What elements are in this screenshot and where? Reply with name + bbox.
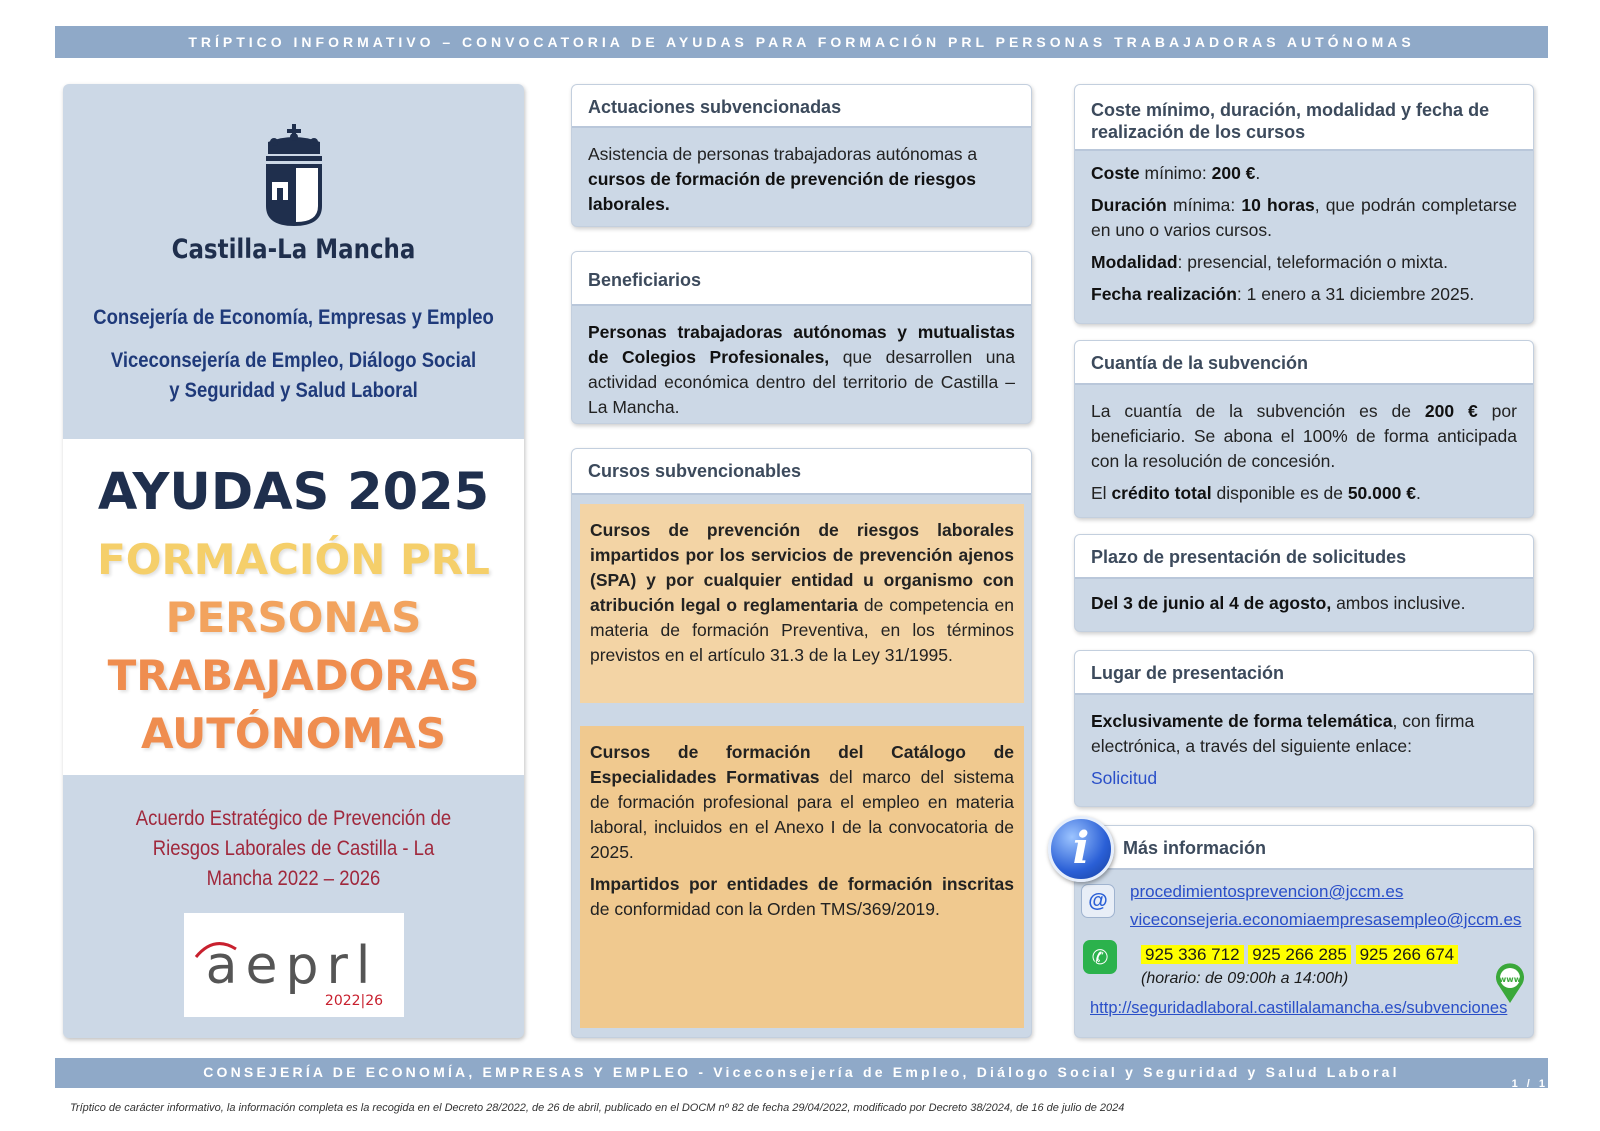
card-heading: Más información	[1075, 826, 1533, 870]
title-ayudas: AYUDAS 2025	[97, 463, 490, 522]
card-mas-info	[1074, 825, 1534, 1038]
card-plazo: Plazo de presentación de solicitudes Del 3 de junio al 4 de agosto, ambos inclusive.	[1074, 534, 1534, 632]
svg-text:www: www	[1498, 975, 1522, 984]
title-trabajadoras: TRABAJADORAS	[107, 651, 480, 700]
consejeria-name: Consejería de Economía, Empresas y Empleo	[93, 306, 494, 329]
aeprl-wordmark: aeprl	[205, 936, 379, 996]
modalidad-row: Modalidad: presencial, teleformación o mixta.	[1091, 252, 1448, 272]
email-viceconsejeria-link[interactable]: viceconsejeria.economiaempresasempleo@jccm.es	[1130, 910, 1522, 929]
curso-block-catalogo: Cursos de formación del Catálogo de Especialidades Formativas del marco del sistema de formación profesional para el empleo en materia laboral, incluidos en el Anexo I de la convocatoria de 2025. Impartidos por entidades de formación inscritas de conformidad con la Orden TMS/369/2019.	[580, 726, 1024, 1028]
footnote: Tríptico de carácter informativo, la información completa es la recogida en el Decreto 28/2022, de 26 de abril, publicado en el DOCM nº 82 de fecha 29/04/2022, modificado por Decreto 38/2024, de 16 de julio de 2024	[70, 1102, 1125, 1114]
coste-row: Coste mínimo: 200 €.	[1091, 163, 1261, 183]
castilla-la-mancha-logo	[63, 124, 524, 235]
title-autonomas: AUTÓNOMAS	[140, 709, 447, 758]
acuerdo-estrategico: Acuerdo Estratégico de Prevención de Riesgos Laborales de Castilla - La Mancha 2022 – 2026	[135, 807, 452, 890]
card-cuantia: Cuantía de la subvención La cuantía de la subvención es de 200 € por beneficiario. Se abona el 100% de forma anticipada con la resolución de concesión. El crédito total disponible es de 50.000 €.	[1074, 340, 1534, 518]
card-beneficiarios: Beneficiarios Personas trabajadoras autónomas y mutualistas de Colegios Profesionales, que desarrollen una actividad económica dentro del territorio de Castilla – La Mancha.	[571, 251, 1032, 424]
web-link[interactable]: http://seguridadlaboral.castillalamancha.es/subvenciones	[1090, 999, 1508, 1017]
cover-title-box	[63, 439, 524, 775]
page-number: 1 / 1	[1511, 1078, 1548, 1090]
card-heading: Coste mínimo, duración, modalidad y fecha de realización de los cursos	[1075, 85, 1533, 151]
cover-panel	[63, 84, 524, 1038]
phone-1: 925 336 712	[1141, 945, 1244, 964]
curso-block-spa: Cursos de prevención de riesgos laborales impartidos por los servicios de prevención ajenos (SPA) y por cualquier entidad u organismo con atribución legal o reglamentaria de competencia en materia de formación Preventiva, en los términos previstos en el artículo 31.3 de la Ley 31/1995.	[580, 504, 1024, 703]
card-cursos	[571, 448, 1032, 1038]
email-prevencion-link[interactable]: procedimientosprevencion@jccm.es	[1130, 882, 1404, 901]
title-personas: PERSONAS	[165, 593, 422, 642]
card-heading: Lugar de presentación	[1075, 651, 1533, 695]
card-heading: Cuantía de la subvención	[1075, 341, 1533, 385]
card-heading: Plazo de presentación de solicitudes	[1075, 535, 1533, 579]
card-heading: Actuaciones subvencionadas	[572, 85, 1031, 128]
fecha-row: Fecha realización: 1 enero a 31 diciembre 2025.	[1091, 284, 1475, 304]
header-banner: TRÍPTICO INFORMATIVO – CONVOCATORIA DE AYUDAS PARA FORMACIÓN PRL PERSONAS TRABAJADORAS AUTÓNOMAS	[55, 26, 1548, 58]
phone-2: 925 266 285	[1248, 945, 1351, 964]
email-icon: @	[1081, 884, 1115, 918]
www-pin-icon	[1493, 962, 1527, 1004]
viceconsejeria-name: Viceconsejería de Empleo, Diálogo Social y Seguridad y Salud Laboral	[110, 349, 477, 402]
footer-banner: CONSEJERÍA DE ECONOMÍA, EMPRESAS Y EMPLEO - Viceconsejería de Empleo, Diálogo Social y Seguridad y Salud Laboral	[55, 1058, 1548, 1088]
duracion-row: Duración mínima: 10 horas, que podrán completarse en uno o varios cursos.	[1091, 195, 1517, 240]
card-heading: Cursos subvencionables	[572, 449, 1031, 495]
phone-icon: ✆	[1083, 940, 1117, 974]
phone-numbers	[1141, 942, 1458, 968]
info-icon: i	[1048, 816, 1114, 882]
aeprl-year: 2022|26	[324, 993, 384, 1009]
card-coste	[1074, 84, 1534, 324]
card-lugar: Lugar de presentación Exclusivamente de forma telemática, con firma electrónica, a través del siguiente enlace: Solicitud	[1074, 650, 1534, 807]
crown-shield-icon	[262, 124, 326, 230]
phone-3: 925 266 674	[1356, 945, 1459, 964]
aeprl-logo	[184, 913, 404, 1017]
solicitud-link[interactable]: Solicitud	[1091, 768, 1158, 788]
logo-wordmark: Castilla-La Mancha	[171, 234, 416, 265]
card-actuaciones: Actuaciones subvencionadas Asistencia de personas trabajadoras autónomas a cursos de formación de prevención de riesgos laborales.	[571, 84, 1032, 227]
card-heading: Beneficiarios	[572, 252, 1031, 306]
horario: (horario: de 09:00h a 14:00h)	[1141, 970, 1349, 987]
title-formacion: FORMACIÓN PRL	[97, 535, 490, 584]
